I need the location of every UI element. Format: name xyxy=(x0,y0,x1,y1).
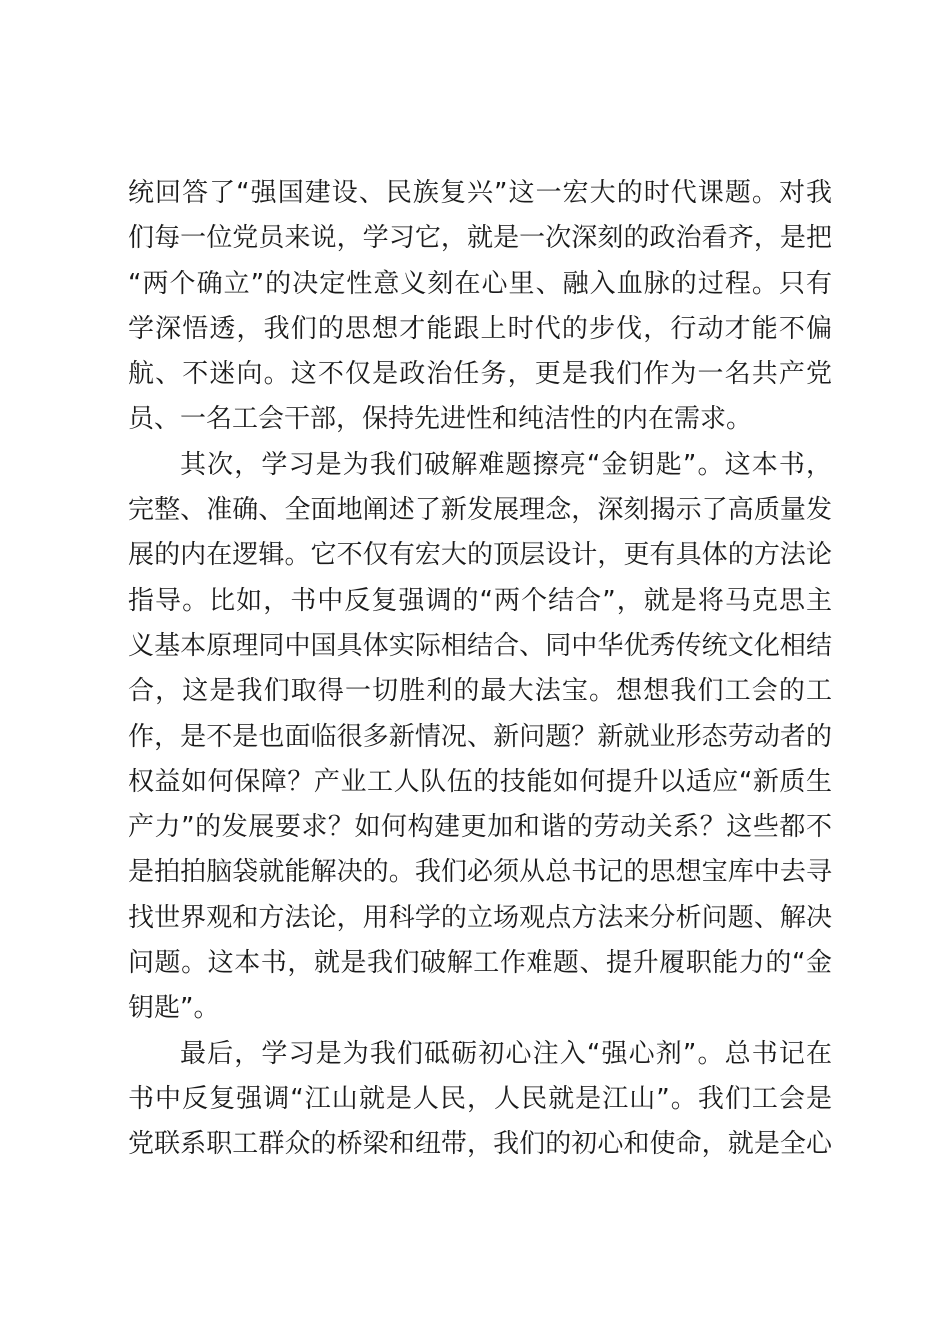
text-line: 党联系职工群众的桥梁和纽带，我们的初心和使命，就是全心 xyxy=(128,1129,832,1160)
text-line: 作，是不是也面临很多新情况、新问题？新就业形态劳动者的 xyxy=(128,721,832,752)
text-line: 指导。比如，书中反复强调的“两个结合”，就是将马克思主 xyxy=(128,585,832,616)
text-line: 完整、准确、全面地阐述了新发展理念，深刻揭示了高质量发 xyxy=(128,495,832,526)
text-line: 是拍拍脑袋就能解决的。我们必须从总书记的思想宝库中去寻 xyxy=(128,857,832,888)
text-line: 钥匙”。 xyxy=(128,993,220,1024)
text-line: 其次，学习是为我们破解难题擦亮“金钥匙”。这本书， xyxy=(180,449,832,480)
text-line: 们每一位党员来说，学习它，就是一次深刻的政治看齐，是把 xyxy=(128,223,832,254)
paragraph-3 xyxy=(128,1032,832,1168)
text-line: 合，这是我们取得一切胜利的最大法宝。想想我们工会的工 xyxy=(128,676,832,707)
text-line: 找世界观和方法论，用科学的立场观点方法来分析问题、解决 xyxy=(128,902,832,933)
text-line: 员、一名工会干部，保持先进性和纯洁性的内在需求。 xyxy=(128,404,753,435)
text-line: 学深悟透，我们的思想才能跟上时代的步伐，行动才能不偏 xyxy=(128,313,832,344)
text-line: 航、不迷向。这不仅是政治任务，更是我们作为一名共产党 xyxy=(128,359,832,390)
text-line: 产力”的发展要求？如何构建更加和谐的劳动关系？这些都不 xyxy=(128,812,832,843)
text-line: 义基本原理同中国具体实际相结合、同中华优秀传统文化相结 xyxy=(128,630,832,661)
paragraph-1 xyxy=(128,171,832,443)
text-line: 最后，学习是为我们砥砺初心注入“强心剂”。总书记在 xyxy=(180,1038,832,1069)
text-line: “两个确立”的决定性意义刻在心里、融入血脉的过程。只有 xyxy=(128,268,832,299)
text-line: 权益如何保障？产业工人队伍的技能如何提升以适应“新质生 xyxy=(128,766,832,797)
body-text xyxy=(128,171,832,1168)
text-line: 统回答了“强国建设、民族复兴”这一宏大的时代课题。对我 xyxy=(128,178,832,208)
text-line: 展的内在逻辑。它不仅有宏大的顶层设计，更有具体的方法论 xyxy=(128,540,832,571)
paragraph-2 xyxy=(128,443,832,1032)
text-line: 问题。这本书，就是我们破解工作难题、提升履职能力的“金 xyxy=(128,948,832,979)
text-line: 书中反复强调“江山就是人民，人民就是江山”。我们工会是 xyxy=(128,1083,832,1114)
